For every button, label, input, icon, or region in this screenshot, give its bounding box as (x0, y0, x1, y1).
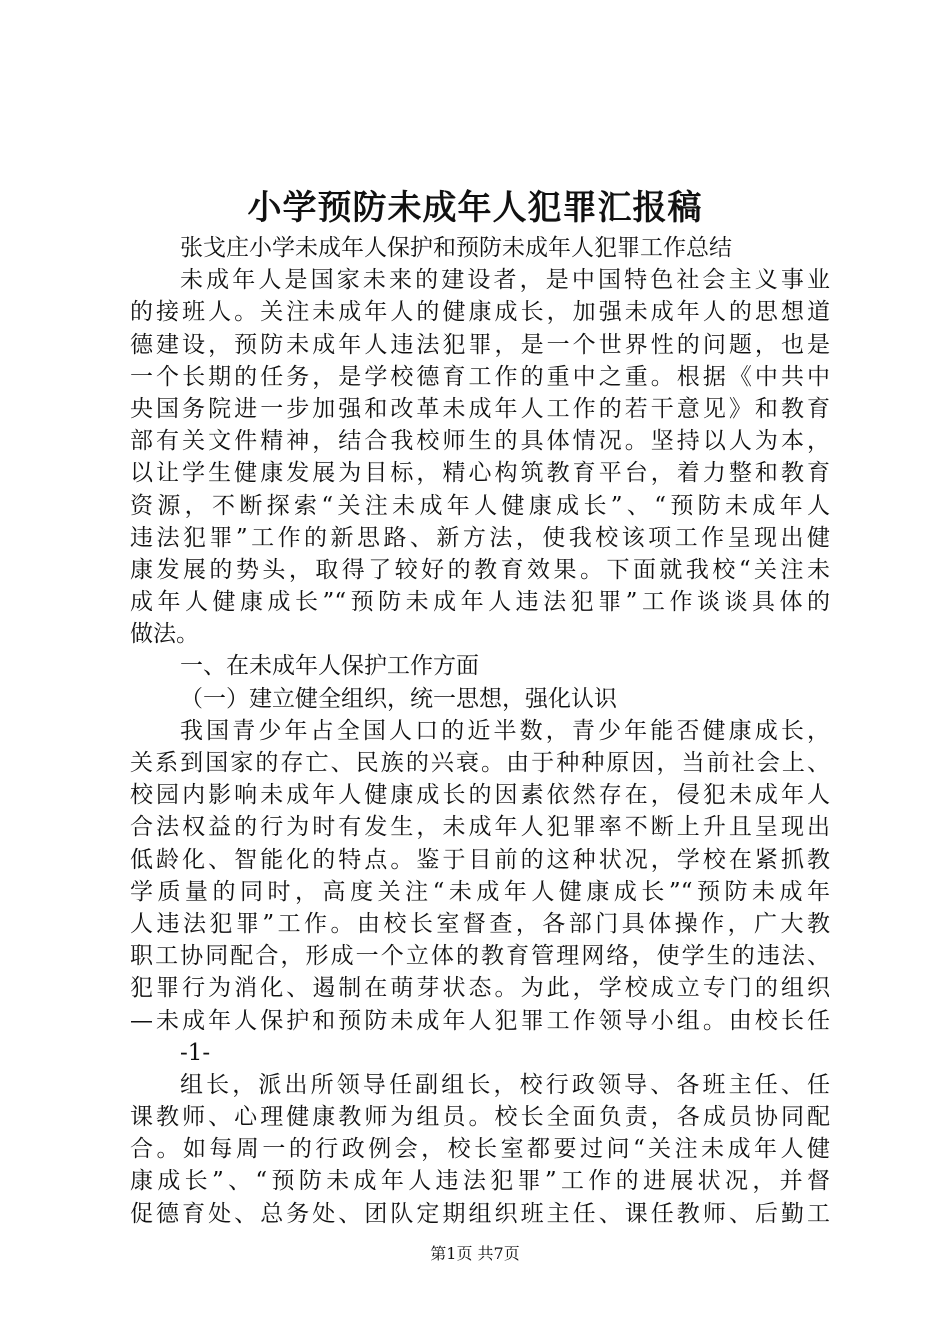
paragraph-line: 违法犯罪”工作的新思路、新方法，使我校该项工作呈现出健 (130, 524, 830, 551)
paragraph-line: 央国务院进一步加强和改革未成年人工作的若干意见》和教育 (130, 395, 830, 422)
paragraph-line: 合。如每周一的行政例会，校长室都要过问“关注未成年人健 (130, 1136, 830, 1163)
paragraph-line: 组长，派出所领导任副组长，校行政领导、各班主任、任 (180, 1071, 830, 1098)
paragraph-line: 合法权益的行为时有发生，未成年人犯罪率不断上升且呈现出 (130, 814, 830, 841)
paragraph-line: 部有关文件精神，结合我校师生的具体情况。坚持以人为本， (130, 428, 830, 455)
paragraph-line: 我国青少年占全国人口的近半数，青少年能否健康成长， (180, 717, 830, 744)
paragraph-line: 德建设，预防未成年人违法犯罪，是一个世界性的问题，也是 (130, 331, 830, 358)
paragraph-line: 课教师、心理健康教师为组员。校长全面负责，各成员协同配 (130, 1104, 830, 1131)
paragraph-line: 促德育处、总务处、团队定期组织班主任、课任教师、后勤工 (130, 1200, 830, 1227)
paragraph-line: 犯罪行为消化、遏制在萌芽状态。为此，学校成立专门的组织 (130, 975, 830, 1002)
subsection-heading: （一）建立健全组织，统一思想，强化认识 (180, 685, 617, 712)
paragraph-line: 资源，不断探索“关注未成年人健康成长”、“预防未成年人 (130, 492, 830, 519)
section-heading: 一、在未成年人保护工作方面 (180, 653, 479, 680)
document-subtitle: 张戈庄小学未成年人保护和预防未成年人犯罪工作总结 (180, 235, 732, 261)
paragraph-line: 做法。 (130, 621, 199, 648)
document-title: 小学预防未成年人犯罪汇报稿 (247, 188, 703, 228)
paragraph-line: 校园内影响未成年人健康成长的因素依然存在，侵犯未成年人 (130, 782, 830, 809)
paragraph-line: 关系到国家的存亡、民族的兴衰。由于种种原因，当前社会上、 (130, 750, 830, 776)
paragraph-line: 低龄化、智能化的特点。鉴于目前的这种状况，学校在紧抓教 (130, 846, 830, 873)
inline-page-number: -1- (180, 1039, 211, 1066)
paragraph-line: 学质量的同时，高度关注“未成年人健康成长”“预防未成年 (130, 878, 830, 905)
paragraph-line: 成年人健康成长”“预防未成年人违法犯罪”工作谈谈具体的 (130, 589, 830, 616)
paragraph-line: 以让学生健康发展为目标，精心构筑教育平台，着力整和教育 (130, 460, 830, 487)
paragraph-line: —未成年人保护和预防未成年人犯罪工作领导小组。由校长任 (130, 1007, 830, 1034)
paragraph-line: 康发展的势头，取得了较好的教育效果。下面就我校“关注未 (130, 556, 830, 583)
paragraph-line: 一个长期的任务，是学校德育工作的重中之重。根据《中共中 (130, 363, 830, 390)
paragraph-line: 职工协同配合，形成一个立体的教育管理网络，使学生的违法、 (130, 943, 830, 970)
page-footer: 第1页 共7页 (430, 1244, 520, 1263)
paragraph-line: 的接班人。关注未成年人的健康成长，加强未成年人的思想道 (130, 299, 830, 326)
paragraph-line: 康成长”、“预防未成年人违法犯罪”工作的进展状况，并督 (130, 1168, 830, 1195)
paragraph-line: 人违法犯罪”工作。由校长室督查，各部门具体操作，广大教 (130, 910, 830, 937)
document-body (130, 232, 830, 1230)
paragraph-line: 未成年人是国家未来的建设者，是中国特色社会主义事业 (180, 267, 830, 294)
